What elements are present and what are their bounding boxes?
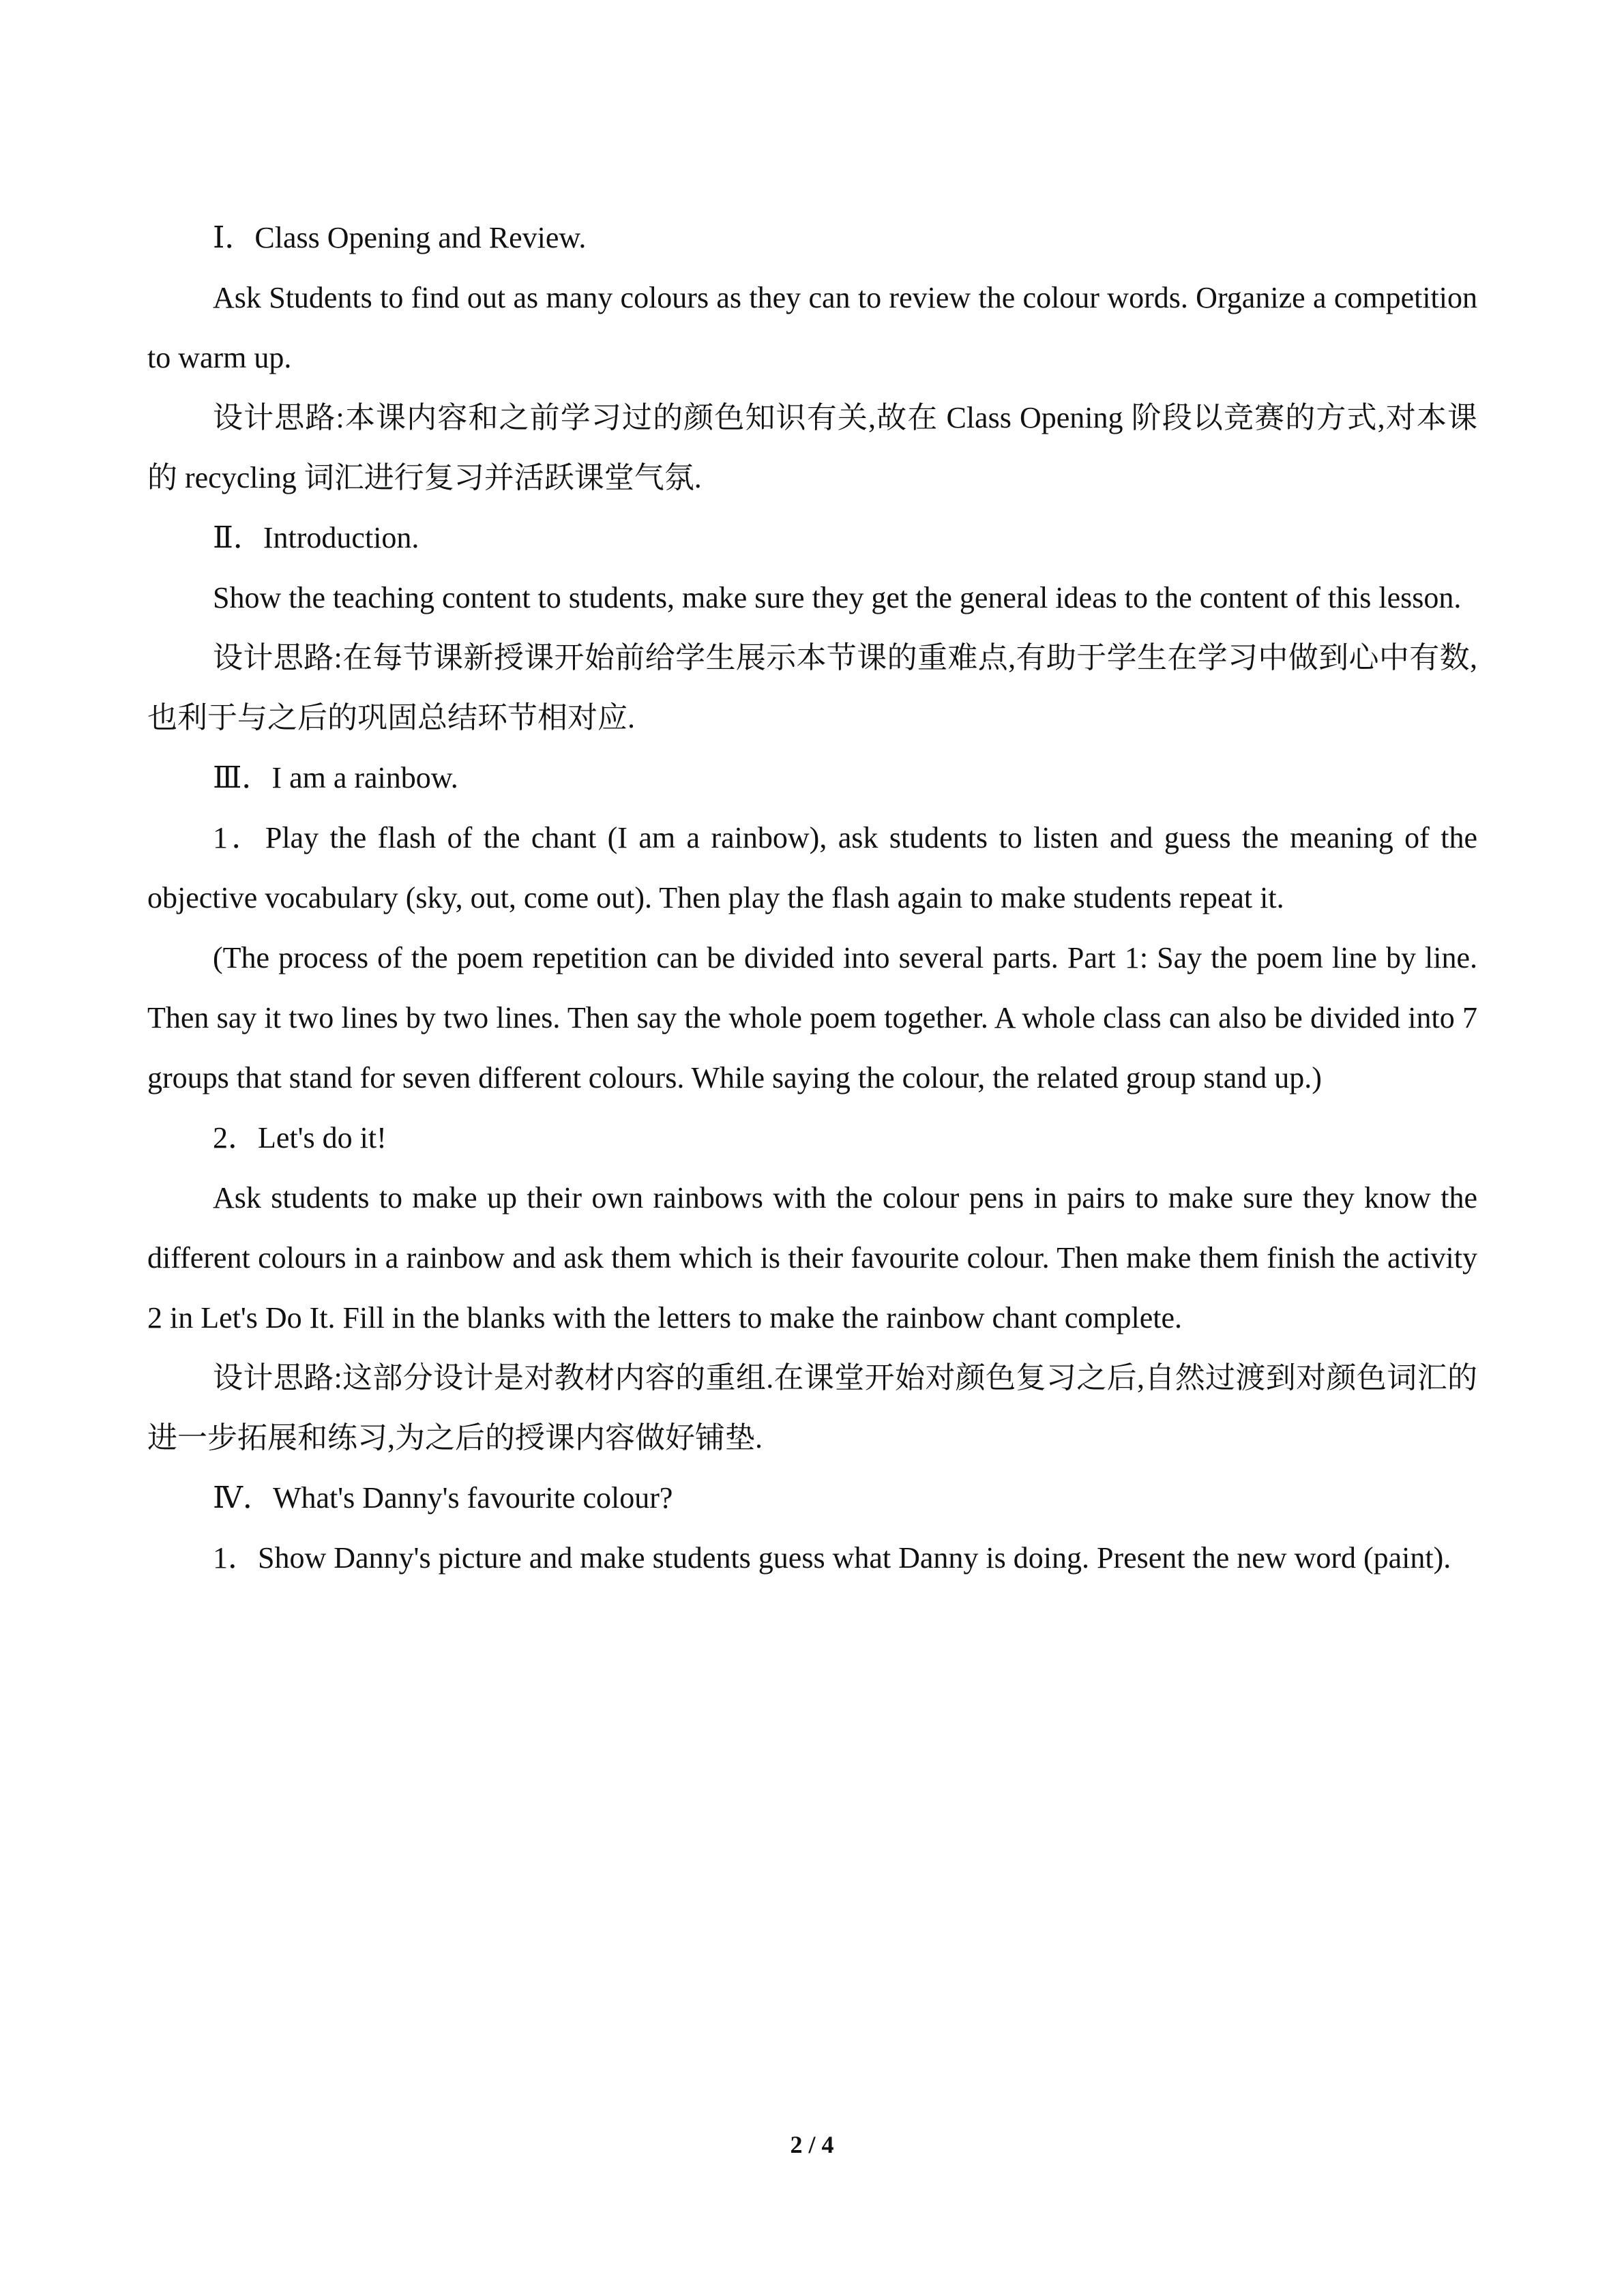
- section-heading-2: Ⅱ．Introduction.: [213, 521, 419, 554]
- paragraph: Show the teaching content to students, make sure they get the general ideas to the content of this lesson.: [213, 581, 1462, 614]
- document-body: [147, 208, 1477, 1588]
- design-note: 设计思路:本课内容和之前学习过的颜色知识有关,故在 Class Opening 阶段以竞赛的方式,对本课的 recycling 词汇进行复习并活跃课堂气氛.: [147, 401, 1477, 494]
- paragraph: Ask students to make up their own rainbows with the colour pens in pairs to make sure they know the different colours in a rainbow and ask them which is their favourite colour. Then make them finish the activity 2 in Let's Do It. Fill in the blanks with the letters to make the rainbow chant complete.: [147, 1181, 1477, 1335]
- section-heading-4: Ⅳ．What's Danny's favourite colour?: [213, 1481, 673, 1515]
- paragraph: Ask Students to find out as many colours as they can to review the colour words. Organize a competition to warm up.: [147, 281, 1477, 374]
- design-note: 设计思路:这部分设计是对教材内容的重组.在课堂开始对颜色复习之后,自然过渡到对颜色词汇的进一步拓展和练习,为之后的授课内容做好铺垫.: [147, 1361, 1477, 1455]
- paragraph: (The process of the poem repetition can be divided into several parts. Part 1: Say the poem line by line. Then say it two lines by two lines. Then say the whole poem together. A whole class can also be divided into 7 groups that stand for seven different colours. While saying the colour, the related group stand up.): [147, 941, 1477, 1094]
- section-heading-3: Ⅲ．I am a rainbow.: [213, 761, 458, 794]
- section-heading-1: Ⅰ．Class Opening and Review.: [213, 221, 587, 254]
- design-note: 设计思路:在每节课新授课开始前给学生展示本节课的重难点,有助于学生在学习中做到心中有数,也利于与之后的巩固总结环节相对应.: [147, 641, 1477, 734]
- subsection-heading: 2．Let's do it!: [213, 1121, 387, 1154]
- page-number: 2 / 4: [790, 2131, 834, 2158]
- paragraph: 1．Play the flash of the chant (I am a rainbow), ask students to listen and guess the meaning of the objective vocabulary (sky, out, come out). Then play the flash again to make students repeat it.: [147, 821, 1477, 914]
- paragraph: 1．Show Danny's picture and make students guess what Danny is doing. Present the new word (paint).: [213, 1541, 1451, 1575]
